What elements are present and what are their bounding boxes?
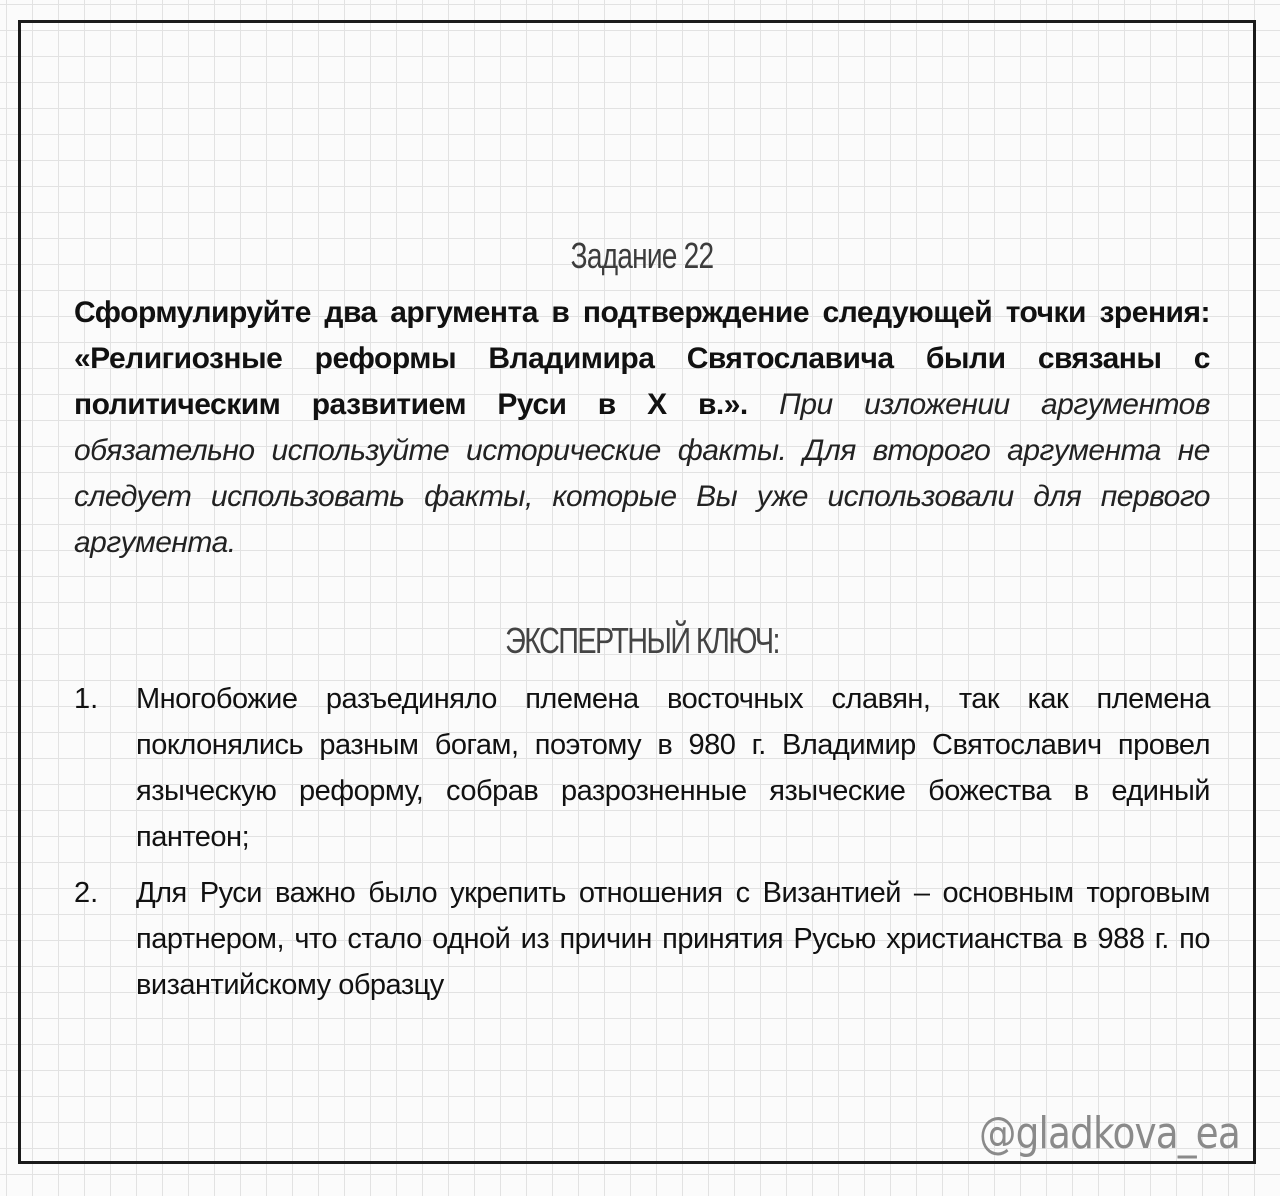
expert-key-title: ЭКСПЕРТНЫЙ КЛЮЧ: — [505, 620, 779, 661]
list-item-text: Многобожие разъединяло племена восточных славян, так как племена поклонялись разным богам, поэтому в 980 г. Владимир Святославич провел языческую реформу, собрав разрозненные языческие божества в единый пантеон; — [136, 683, 1210, 853]
list-item-number: 1. — [74, 683, 99, 715]
task-statement: Сформулируйте два аргумента в подтверждение следующей точки зрения: «Религиозные реформы Владимира Святославича были связаны с политическим развитием Руси в X в.». — [74, 296, 1210, 421]
expert-key-list — [74, 676, 1210, 1008]
list-item — [74, 870, 1210, 1008]
task-title: Задание 22 — [570, 235, 714, 276]
list-item — [74, 676, 1210, 860]
task-content — [74, 226, 1210, 1018]
list-item-number: 2. — [74, 877, 99, 909]
author-watermark: @gladkova_ea — [979, 1108, 1240, 1159]
task-text — [74, 290, 1210, 566]
task-instructions: При изложении аргументов обязательно используйте исторические факты. Для второго аргумента не следует использовать факты, которые Вы уже использовали для первого аргумента. — [74, 388, 1210, 559]
list-item-text: Для Руси важно было укрепить отношения с Византией – основным торговым партнером, что стало одной из причин принятия Русью христианства в 988 г. по византийскому образцу — [136, 877, 1210, 1001]
